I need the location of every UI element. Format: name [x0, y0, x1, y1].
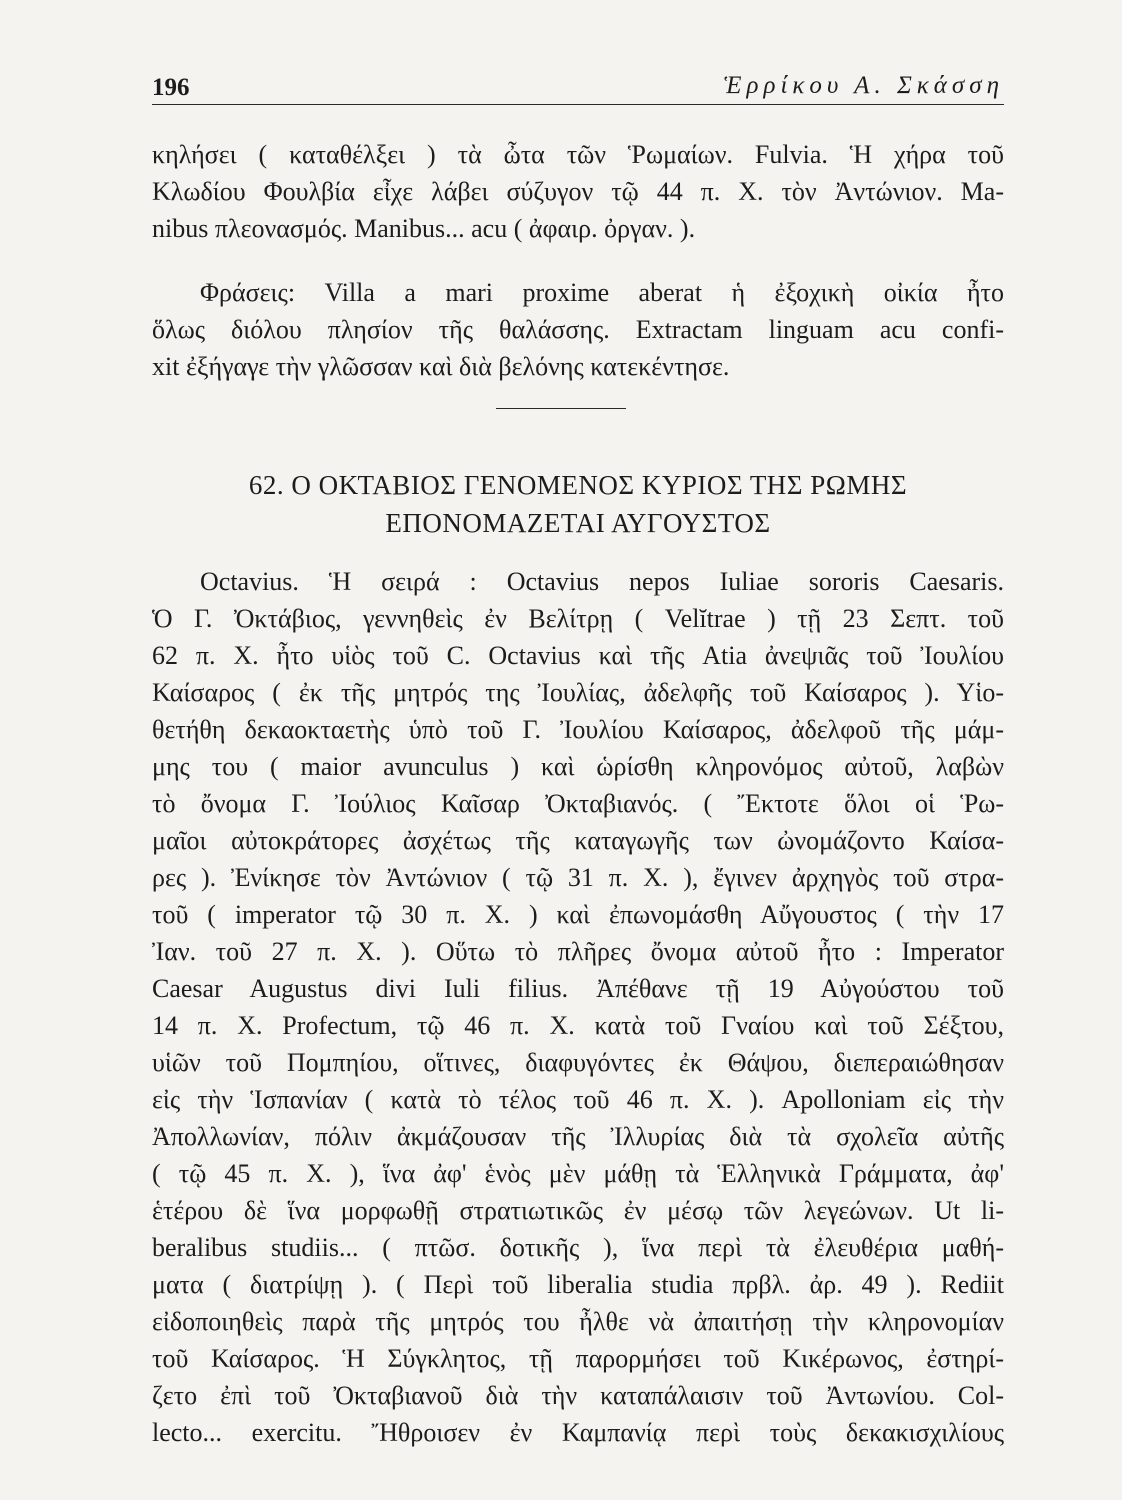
text-line: ζετο ἐπὶ τοῦ Ὀκταβιανοῦ διὰ τὴν καταπάλαισιν τοῦ Ἀντωνίου. Col- [152, 1381, 1004, 1410]
text-line: Octavius. Ἡ σειρά : Octavius nepos Iuliae sororis Caesaris. [200, 567, 1004, 596]
page-number: 196 [152, 74, 190, 101]
text-line: εἰς τὴν Ἱσπανίαν ( κατὰ τὸ τέλος τοῦ 46 π. Χ. ). Apolloniam εἰς τὴν [152, 1085, 1004, 1114]
section-divider [496, 408, 626, 409]
running-title: Ἑρρίκου Α. Σκάσση [723, 72, 1004, 99]
text-line: θετήθη δεκαοκταετὴς ὑπὸ τοῦ Γ. Ἰουλίου Καίσαρος, ἀδελφοῦ τῆς μάμ- [152, 715, 1004, 744]
text-line: beralibus studiis... ( πτῶσ. δοτικῆς ), ἵνα περὶ τὰ ἐλευθέρια μαθή- [152, 1233, 1004, 1262]
text-line: ματα ( διατρίψῃ ). ( Περὶ τοῦ liberalia studia πρβλ. ἀρ. 49 ). Rediit [152, 1270, 1004, 1299]
text-line: ρες ). Ἐνίκησε τὸν Ἀντώνιον ( τῷ 31 π. Χ. ), ἔγινεν ἀρχηγὸς τοῦ στρα- [152, 863, 1004, 892]
text-line: τοῦ ( imperator τῷ 30 π. Χ. ) καὶ ἐπωνομάσθη Αὔγουστος ( τὴν 17 [152, 900, 1004, 929]
running-head [152, 70, 1004, 105]
text-line: κηλήσει ( καταθέλξει ) τὰ ὦτα τῶν Ῥωμαίων. Fulvia. Ἡ χήρα τοῦ [152, 140, 1004, 169]
text-line: Ἰαν. τοῦ 27 π. Χ. ). Οὕτω τὸ πλῆρες ὄνομα αὐτοῦ ἦτο : Imperator [152, 937, 1004, 966]
text-line: 62 π. Χ. ἦτο υἱὸς τοῦ C. Octavius καὶ τῆς Atia ἀνεψιᾶς τοῦ Ἰουλίου [152, 641, 1004, 670]
text-line: ὅλως διόλου πλησίον τῆς θαλάσσης. Extractam linguam acu confi- [152, 315, 1004, 344]
section-heading [152, 466, 1004, 542]
text-line: Ὁ Γ. Ὀκτάβιος, γεννηθεὶς ἐν Βελίτρῃ ( Velĭtrae ) τῇ 23 Σεπτ. τοῦ [152, 604, 1004, 633]
text-line: Ἀπολλωνίαν, πόλιν ἀκμάζουσαν τῆς Ἰλλυρίας διὰ τὰ σχολεῖα αὐτῆς [152, 1122, 1004, 1151]
section-heading-line-1: 62. Ο ΟΚΤΑΒΙΟΣ ΓΕΝΟΜΕΝΟΣ ΚΥΡΙΟΣ ΤΗΣ ΡΩΜΗΣ [248, 470, 908, 500]
text-line: ( τῷ 45 π. Χ. ), ἵνα ἀφ' ἑνὸς μὲν μάθῃ τὰ Ἑλληνικὰ Γράμματα, ἀφ' [152, 1159, 1004, 1188]
text-line: εἰδοποιηθεὶς παρὰ τῆς μητρός του ἦλθε νὰ ἀπαιτήσῃ τὴν κληρονομίαν [152, 1307, 1004, 1336]
text-line: Κλωδίου Φουλβία εἶχε λάβει σύζυγον τῷ 44 π. Χ. τὸν Ἀντώνιον. Ma- [152, 177, 1004, 206]
text-line: Φράσεις: Villa a mari proxime aberat ἡ ἐξοχικὴ οἰκία ἦτο [200, 278, 1004, 307]
paragraph-main [152, 563, 1004, 1451]
text-line: τὸ ὄνομα Γ. Ἰούλιος Καῖσαρ Ὀκταβιανός. ( Ἔκτοτε ὅλοι οἱ Ῥω- [152, 789, 1004, 818]
text-line: xit ἐξήγαγε τὴν γλῶσσαν καὶ διὰ βελόνης κατεκέντησε. [152, 352, 730, 381]
paragraph-phrases [152, 274, 1004, 385]
text-line: μαῖοι αὐτοκράτορες ἀσχέτως τῆς καταγωγῆς των ὠνομάζοντο Καίσα- [152, 826, 1004, 855]
text-line: Καίσαρος ( ἐκ τῆς μητρός της Ἰουλίας, ἀδελφῆς τοῦ Καίσαρος ). Υἱο- [152, 678, 1004, 707]
text-line: μης του ( maior avunculus ) καὶ ὡρίσθη κληρονόμος αὐτοῦ, λαβὼν [152, 752, 1004, 781]
paragraph-1 [152, 136, 1004, 247]
text-line: nibus πλεονασμός. Manibus... acu ( ἀφαιρ. ὀργαν. ). [152, 214, 696, 243]
section-heading-line-2: ΕΠΟΝΟΜΑΖΕΤΑΙ ΑΥΓΟΥΣΤΟΣ [385, 508, 771, 538]
text-line: ἑτέρου δὲ ἵνα μορφωθῇ στρατιωτικῶς ἐν μέσῳ τῶν λεγεώνων. Ut li- [152, 1196, 1004, 1225]
text-line: lecto... exercitu. Ἤθροισεν ἐν Καμπανίᾳ περὶ τοὺς δεκακισχιλίους [152, 1418, 1004, 1447]
text-line: τοῦ Καίσαρος. Ἡ Σύγκλητος, τῇ παρορμήσει τοῦ Κικέρωνος, ἐστηρί- [152, 1344, 1004, 1373]
text-line: υἱῶν τοῦ Πομπηίου, οἵτινες, διαφυγόντες ἐκ Θάψου, διεπεραιώθησαν [152, 1048, 1004, 1077]
text-line: Caesar Augustus divi Iuli filius. Ἀπέθανε τῇ 19 Αὐγούστου τοῦ [152, 974, 1004, 1003]
text-line: 14 π. Χ. Profectum, τῷ 46 π. Χ. κατὰ τοῦ Γναίου καὶ τοῦ Σέξτου, [152, 1011, 1004, 1040]
